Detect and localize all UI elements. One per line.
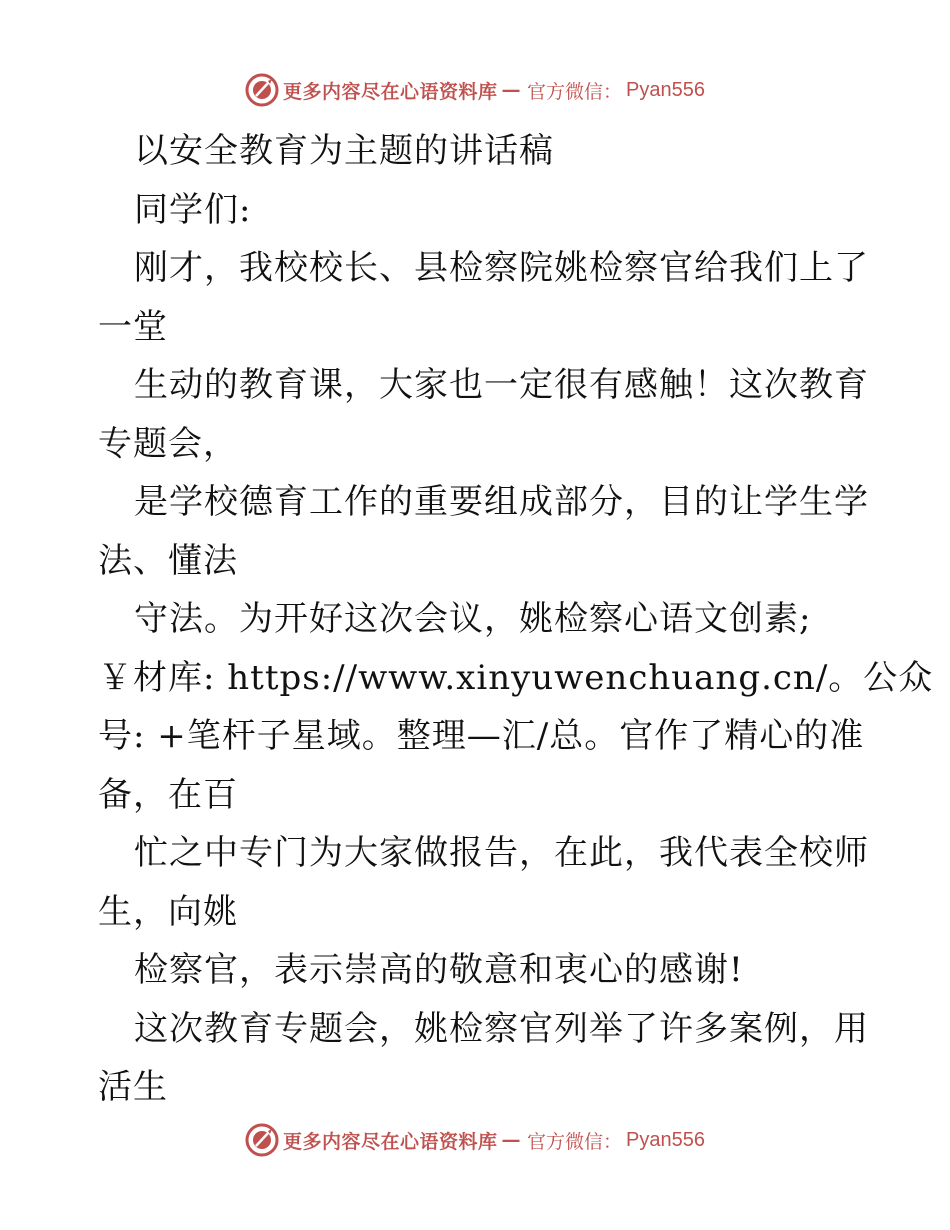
banner-dash: — — [501, 1129, 522, 1151]
document-body — [98, 122, 934, 1117]
header-banner — [0, 70, 950, 110]
banner-wechat-id: Pyan556 — [626, 78, 705, 101]
body-line: 这次教育专题会，姚检察官列举了许多案例，用 — [134, 1008, 869, 1049]
body-line: 刚才，我校校长、县检察院姚检察官给我们上了 — [134, 248, 869, 288]
body-line: ￥材库: https://www.xinyuwenchuang.cn/。公众 — [98, 657, 934, 698]
body-line: 生，向姚 — [98, 891, 238, 932]
body-line: 生动的教育课，大家也一定很有感触！这次教育 — [134, 365, 869, 405]
body-line: 专题会， — [98, 423, 238, 464]
body-line: 忙之中专门为大家做报告，在此，我代表全校师 — [134, 833, 869, 873]
banner-dash: — — [501, 79, 522, 101]
body-line: 守法。为开好这次会议，姚检察心语文创素; — [134, 599, 812, 639]
body-line: 检察官，表示崇高的敬意和衷心的感谢! — [134, 950, 744, 990]
red-seal-logo-icon — [245, 73, 279, 107]
banner-wechat-label: 官方微信： — [527, 80, 623, 103]
document-title: 以安全教育为主题的讲话稿 — [134, 131, 554, 171]
body-line: 一堂 — [98, 306, 168, 347]
body-line: 活生 — [98, 1067, 168, 1107]
salutation: 同学们: — [134, 189, 252, 230]
body-line: 号: +笔杆子星域。整理—汇/总。官作了精心的准 — [98, 716, 865, 756]
banner-wechat-id: Pyan556 — [626, 1128, 705, 1151]
banner-text: 更多内容尽在心语资料库 — [283, 1130, 498, 1153]
banner-wechat-label: 官方微信： — [527, 1130, 623, 1153]
banner-text: 更多内容尽在心语资料库 — [283, 80, 498, 103]
body-line: 是学校德育工作的重要组成部分，目的让学生学 — [134, 482, 869, 522]
footer-banner — [0, 1120, 950, 1160]
body-line: 备，在百 — [98, 774, 238, 815]
body-line: 法、懂法 — [98, 540, 238, 581]
red-seal-logo-icon — [245, 1123, 279, 1157]
